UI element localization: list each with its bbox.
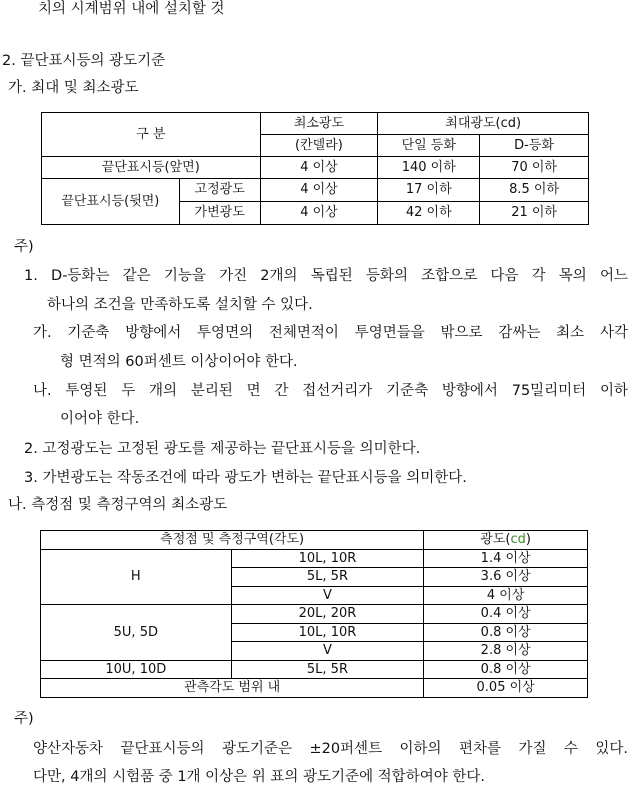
table-row xyxy=(41,661,588,679)
table-row xyxy=(41,605,588,624)
note-label: 주) xyxy=(14,239,34,255)
cell: 4 이상 xyxy=(260,157,378,179)
cell: 21 이하 xyxy=(480,202,589,225)
group-label: 5U, 5D xyxy=(41,605,232,661)
cell: 4 이상 xyxy=(260,202,378,225)
group-label: H xyxy=(41,550,232,605)
header-d-lamp: D-등화 xyxy=(480,135,589,157)
cell: 10L, 10R xyxy=(231,550,424,568)
cell: 5L, 5R xyxy=(231,568,424,587)
table-row xyxy=(41,679,588,698)
cell: 4 이상 xyxy=(424,587,588,605)
cell: 20L, 20R xyxy=(231,605,424,624)
cell: 3.6 이상 xyxy=(424,568,588,587)
cell: 42 이하 xyxy=(378,202,480,225)
cell: 0.05 이상 xyxy=(424,679,588,698)
measurement-points-table xyxy=(40,530,588,698)
table-row xyxy=(41,550,588,568)
row-sublabel: 가변광도 xyxy=(179,202,260,225)
cell: 2.8 이상 xyxy=(424,642,588,661)
header-min-luminous: 최소광도 xyxy=(260,113,378,135)
header-luminous-unit: cd xyxy=(510,532,526,547)
note-item-na: 나. 투영된 두 개의 분리된 면 간 접선거리가 기준축 방향에서 75밀리미터 이하 xyxy=(33,383,628,399)
subsection-b-title: 나. 측정점 및 측정구역의 최소광도 xyxy=(8,497,228,513)
cell: 0.8 이상 xyxy=(424,624,588,642)
note-item-1: 1. D-등화는 같은 기능을 가진 2개의 독립된 등화의 조합으로 다음 각 목의 어느 xyxy=(24,268,628,284)
top-line: 치의 시계범위 내에 설치할 것 xyxy=(38,1,225,17)
header-luminous-close: ) xyxy=(525,532,531,547)
max-min-luminous-table xyxy=(41,112,589,225)
header-luminous-text: 광도( xyxy=(480,532,511,547)
cell: V xyxy=(231,587,424,605)
cell: 8.5 이하 xyxy=(480,179,589,202)
cell: 140 이하 xyxy=(378,157,480,179)
cell: 0.8 이상 xyxy=(424,661,588,679)
header-category: 구 분 xyxy=(42,113,261,157)
note-item-na-cont: 이어야 한다. xyxy=(60,411,140,427)
subsection-a-title: 가. 최대 및 최소광도 xyxy=(8,80,139,96)
cell: 5L, 5R xyxy=(231,661,424,679)
row-label: 끝단표시등(뒷면) xyxy=(42,179,180,225)
header-luminous xyxy=(424,531,588,550)
note-item-ga-cont: 형 면적의 60퍼센트 이상이어야 한다. xyxy=(60,354,298,370)
header-max-luminous: 최대광도(cd) xyxy=(378,113,589,135)
cell: 17 이하 xyxy=(378,179,480,202)
note-2-line-1: 양산자동차 끝단표시등의 광도기준은 ±20퍼센트 이하의 편차를 가질 수 있다. xyxy=(33,741,628,757)
section-2-title: 2. 끝단표시등의 광도기준 xyxy=(2,53,166,69)
header-single-lamp: 단일 등화 xyxy=(378,135,480,157)
header-min-unit: (칸델라) xyxy=(260,135,378,157)
cell: 0.4 이상 xyxy=(424,605,588,624)
cell: 10L, 10R xyxy=(231,624,424,642)
header-zone: 측정점 및 측정구역(각도) xyxy=(41,531,424,550)
note-item-2: 2. 고정광도는 고정된 광도를 제공하는 끝단표시등을 의미한다. xyxy=(24,441,421,457)
cell: 1.4 이상 xyxy=(424,550,588,568)
note-2-line-2: 다만, 4개의 시험품 중 1개 이상은 위 표의 광도기준에 적합하여야 한다. xyxy=(33,769,485,785)
note-item-3: 3. 가변광도는 작동조건에 따라 광도가 변하는 끝단표시등을 의미한다. xyxy=(24,470,467,486)
cell: 4 이상 xyxy=(260,179,378,202)
note-item-1-cont: 하나의 조건을 만족하도록 설치할 수 있다. xyxy=(47,297,313,313)
row-label: 관측각도 범위 내 xyxy=(41,679,424,698)
group-label: 10U, 10D xyxy=(41,661,232,679)
note-label-2: 주) xyxy=(14,711,34,727)
cell: V xyxy=(231,642,424,661)
table-row xyxy=(42,157,589,179)
row-label: 끝단표시등(앞면) xyxy=(42,157,261,179)
row-sublabel: 고정광도 xyxy=(179,179,260,202)
note-item-ga: 가. 기준축 방향에서 투영면의 전체면적이 투영면들을 밖으로 감싸는 최소 사각 xyxy=(33,325,628,341)
cell: 70 이하 xyxy=(480,157,589,179)
table-row xyxy=(42,179,589,202)
